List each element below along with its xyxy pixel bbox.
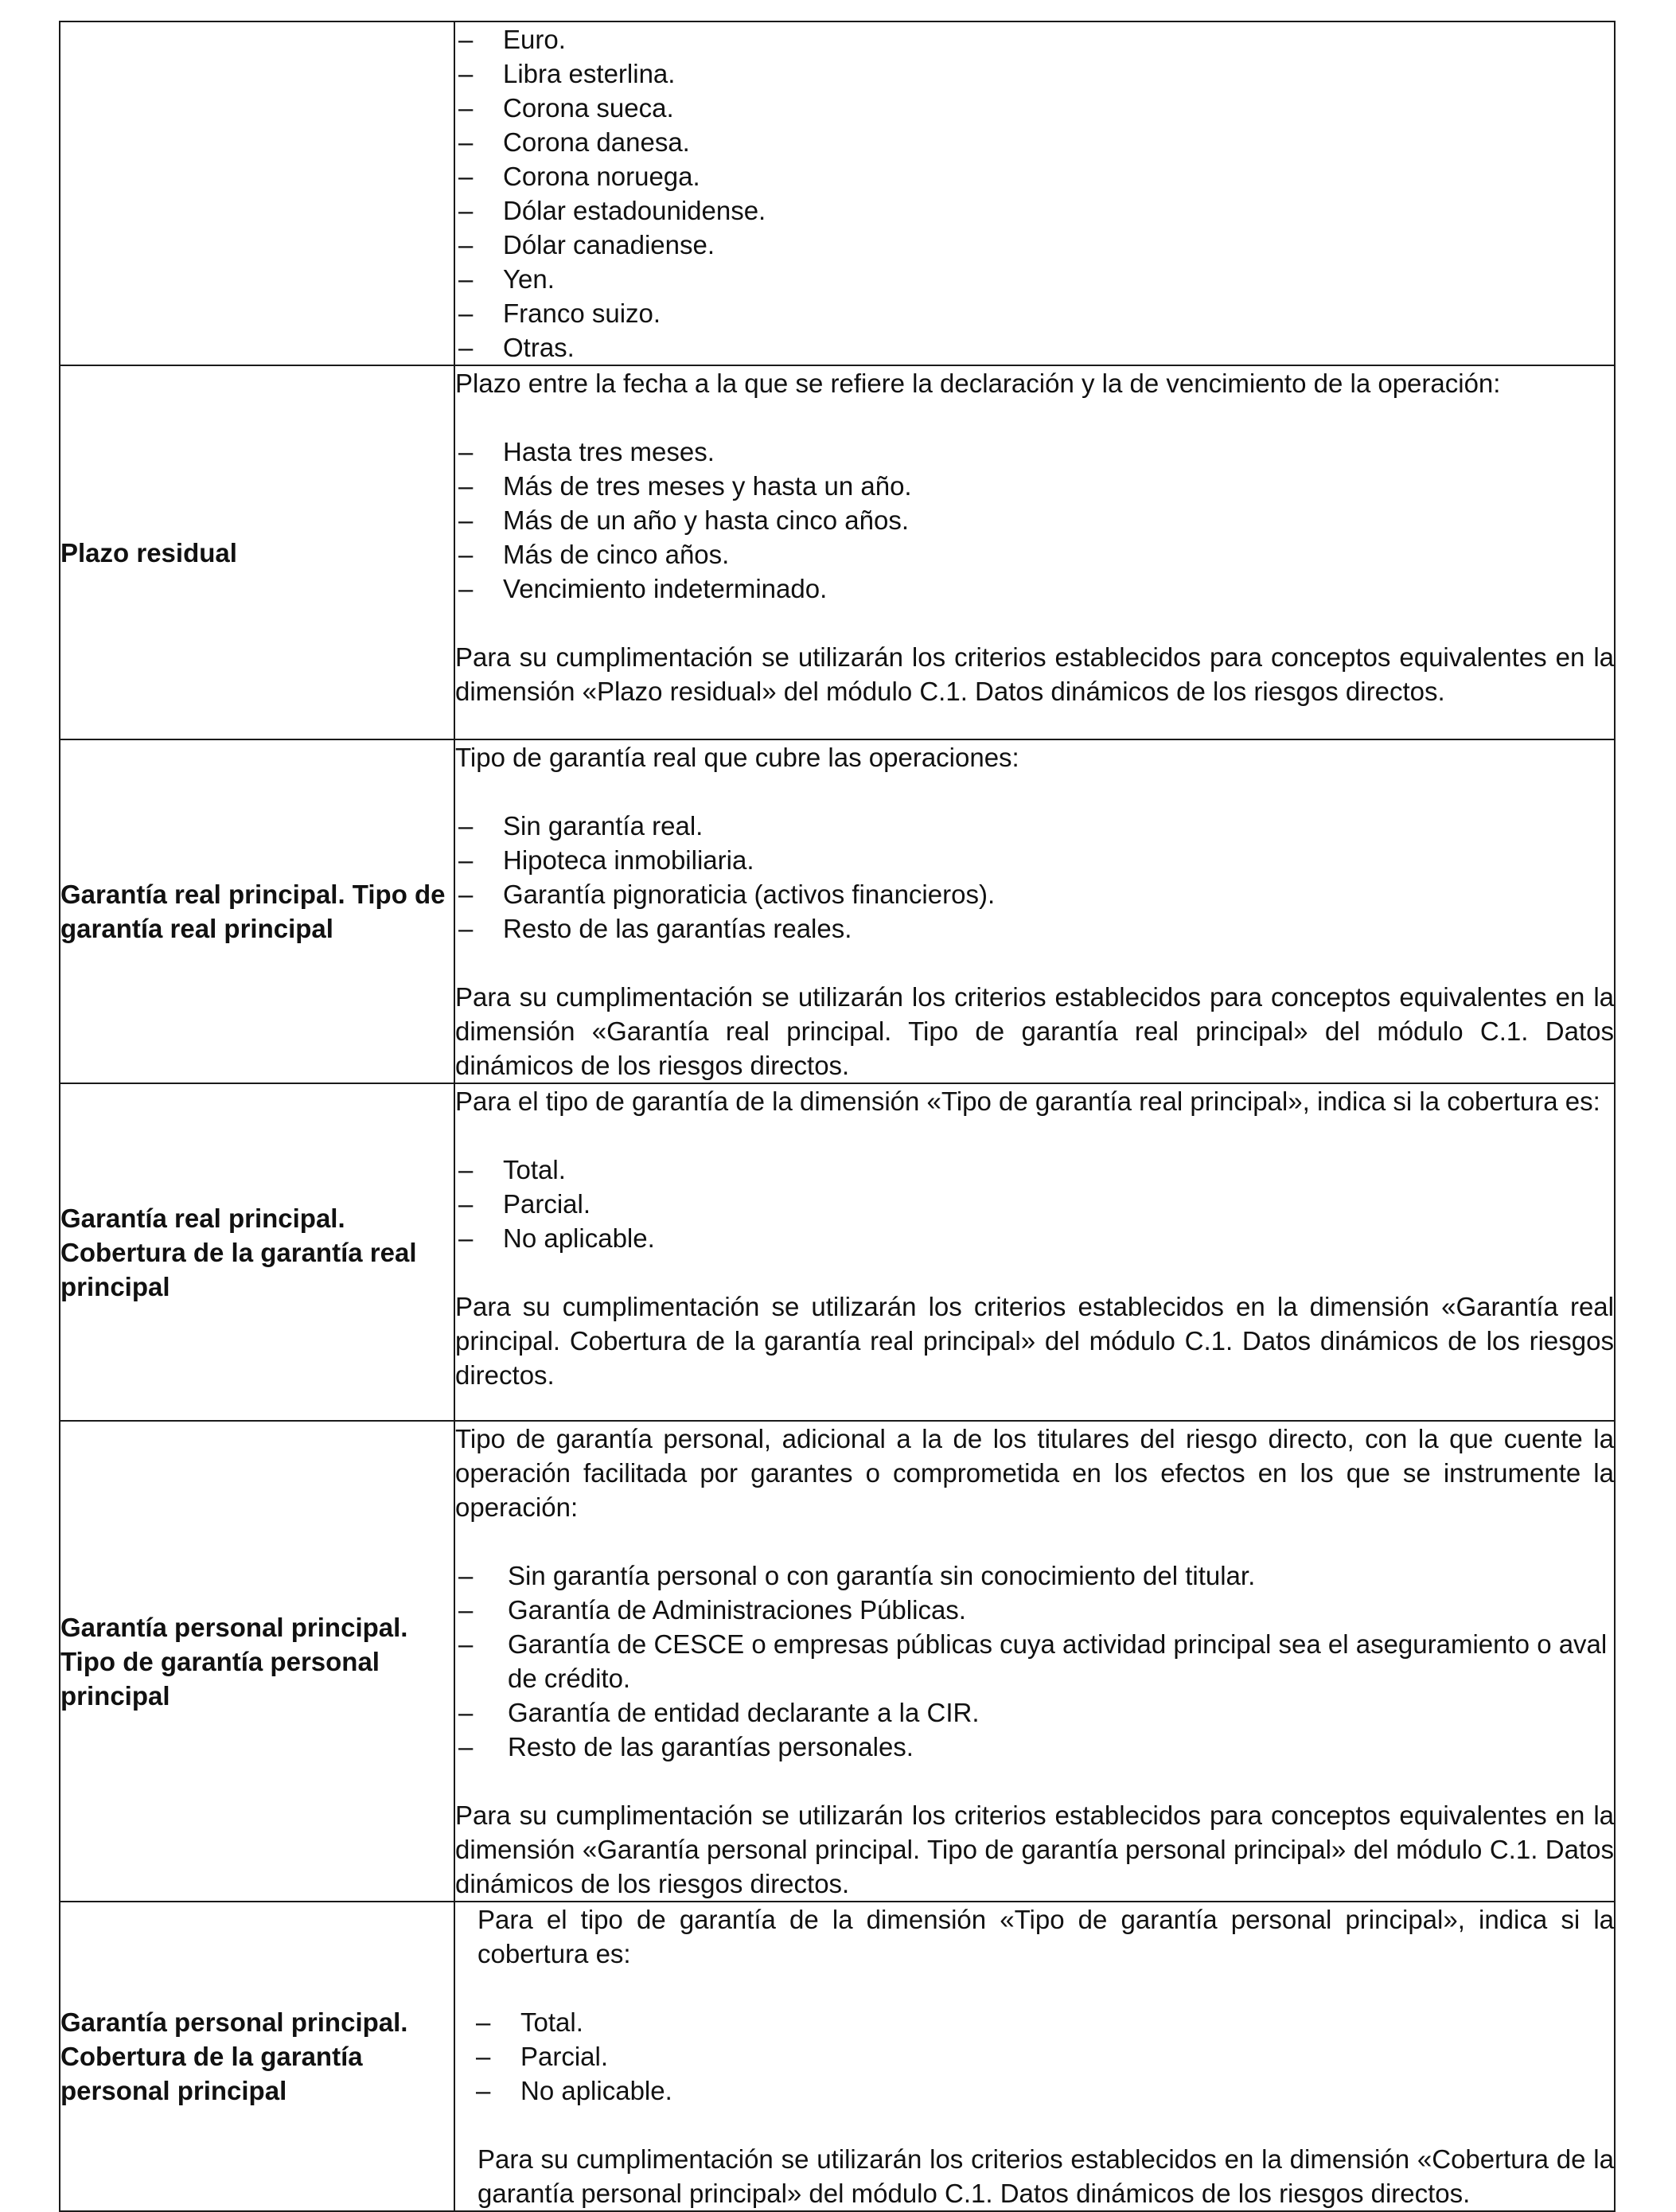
dimension-label-cell [60, 1083, 454, 1421]
option-list [455, 435, 1614, 606]
option-list [455, 1559, 1614, 1764]
option-list [473, 2005, 1614, 2108]
dimension-intro: Para el tipo de garantía de la dimensión «Tipo de garantía real principal», indica si la cobertura es: [455, 1086, 1600, 1116]
list-item: – Corona noruega. [455, 159, 1614, 193]
list-item: – Hipoteca inmobiliaria. [455, 843, 1614, 877]
dimension-description-cell [454, 739, 1615, 1083]
dimension-intro: Tipo de garantía personal, adicional a la de los titulares del riesgo directo, con la que cuente la operación facilitada por garantes o comprometida en los efectos en los que se instrumente la operación: [455, 1424, 1614, 1522]
dimension-intro: Para el tipo de garantía de la dimensión «Tipo de garantía personal principal», indica si la cobertura es: [477, 1905, 1614, 1968]
table-row [60, 1421, 1615, 1902]
list-item: – Libra esterlina. [455, 57, 1614, 91]
list-item: – Garantía de entidad declarante a la CIR. [455, 1695, 1614, 1730]
list-item: – Vencimiento indeterminado. [455, 572, 1614, 606]
dimension-description-cell [454, 1083, 1615, 1421]
dimension-note: Para su cumplimentación se utilizarán los criterios establecidos para conceptos equivalentes en la dimensión «Garantía personal principal. Tipo de garantía personal principal» del módulo C.1. Datos dinámicos de los riesgos directos. [455, 1800, 1614, 1898]
dimension-label-cell [60, 1902, 454, 2211]
dimension-intro: Plazo entre la fecha a la que se refiere la declaración y la de vencimiento de la operación: [455, 369, 1501, 398]
dimension-label: Garantía real principal. Tipo de garantía real principal [60, 880, 446, 943]
table-row [60, 21, 1615, 365]
list-item: – Más de tres meses y hasta un año. [455, 469, 1614, 503]
list-item: – Euro. [455, 22, 1614, 57]
dimension-note: Para su cumplimentación se utilizarán los criterios establecidos para conceptos equivalentes en la dimensión «Plazo residual» del módulo C.1. Datos dinámicos de los riesgos directos. [455, 642, 1614, 706]
dimension-description-cell [454, 1421, 1615, 1902]
list-item: – Resto de las garantías personales. [455, 1730, 1614, 1764]
list-item: – Sin garantía real. [455, 809, 1614, 843]
dimension-note: Para su cumplimentación se utilizarán los criterios establecidos en la dimensión «Garantía real principal. Cobertura de la garantía real principal» del módulo C.1. Datos dinámicos de los riesgos directos. [455, 1292, 1614, 1390]
table-row [60, 1902, 1615, 2211]
dimensions-table [59, 21, 1616, 2212]
list-item: – Parcial. [455, 1187, 1614, 1221]
currency-list [455, 22, 1614, 365]
list-item: – Total. [473, 2005, 1614, 2039]
option-list [455, 809, 1614, 946]
list-item: – Corona danesa. [455, 125, 1614, 159]
dimension-note: Para su cumplimentación se utilizarán los criterios establecidos en la dimensión «Cobertura de la garantía personal principal» del módulo C.1. Datos dinámicos de los riesgos directos. [477, 2144, 1614, 2208]
list-item: – Franco suizo. [455, 296, 1614, 330]
list-item: – Yen. [455, 262, 1614, 296]
dimension-label-cell [60, 739, 454, 1083]
list-item: – Garantía pignoraticia (activos financieros). [455, 877, 1614, 911]
dimension-label: Garantía real principal. Cobertura de la garantía real principal [60, 1203, 417, 1301]
dimension-description-cell [454, 365, 1615, 739]
list-item: – No aplicable. [473, 2074, 1614, 2108]
dimension-intro: Tipo de garantía real que cubre las operaciones: [455, 743, 1019, 772]
list-item: – Más de un año y hasta cinco años. [455, 503, 1614, 537]
dimension-label: Garantía personal principal. Tipo de garantía personal principal [60, 1612, 408, 1711]
dimension-description-cell [454, 1902, 1615, 2211]
table-row [60, 365, 1615, 739]
list-item: – Otras. [455, 330, 1614, 365]
list-item: – No aplicable. [455, 1221, 1614, 1255]
list-item: – Más de cinco años. [455, 537, 1614, 572]
list-item: – Resto de las garantías reales. [455, 911, 1614, 946]
list-item: – Dólar canadiense. [455, 228, 1614, 262]
list-item: – Garantía de CESCE o empresas públicas cuya actividad principal sea el aseguramiento o aval de crédito. [455, 1627, 1614, 1695]
table-row [60, 739, 1615, 1083]
dimension-label: Garantía personal principal. Cobertura de la garantía personal principal [60, 2007, 408, 2105]
list-item: – Total. [455, 1153, 1614, 1187]
dimension-description-cell [454, 21, 1615, 365]
dimension-label-cell [60, 1421, 454, 1902]
list-item: – Hasta tres meses. [455, 435, 1614, 469]
list-item: – Garantía de Administraciones Públicas. [455, 1593, 1614, 1627]
option-list [455, 1153, 1614, 1255]
list-item: – Dólar estadounidense. [455, 193, 1614, 228]
dimension-label-cell [60, 365, 454, 739]
list-item: – Corona sueca. [455, 91, 1614, 125]
dimension-note: Para su cumplimentación se utilizarán los criterios establecidos para conceptos equivalentes en la dimensión «Garantía real principal. Tipo de garantía real principal» del módulo C.1. Datos dinámicos de los riesgos directos. [455, 982, 1614, 1080]
list-item: – Parcial. [473, 2039, 1614, 2074]
dimension-label: Plazo residual [60, 537, 237, 568]
table-row [60, 1083, 1615, 1421]
dimension-label-cell [60, 21, 454, 365]
list-item: – Sin garantía personal o con garantía sin conocimiento del titular. [455, 1559, 1614, 1593]
